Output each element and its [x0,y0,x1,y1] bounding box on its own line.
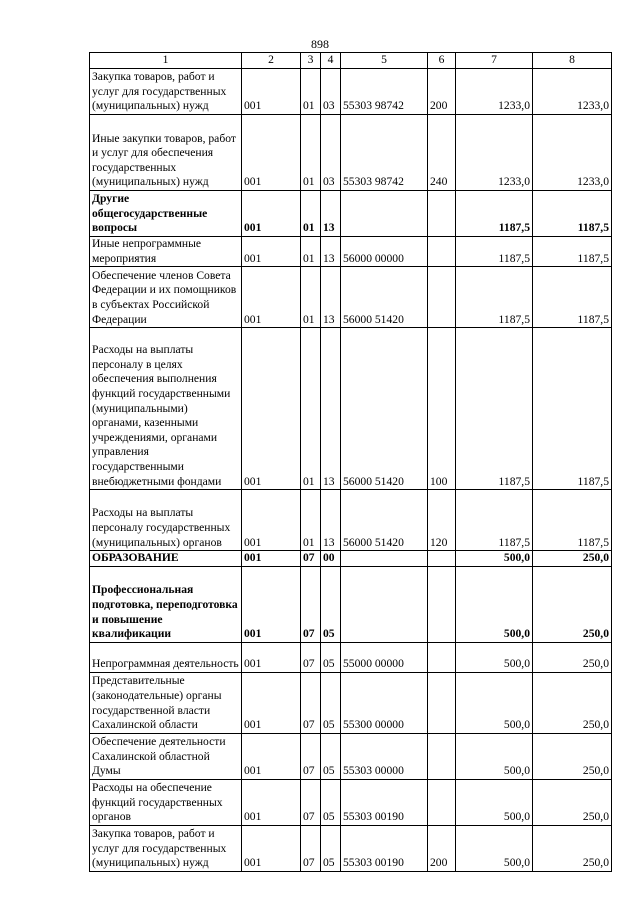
target-article-cell: 55000 00000 [341,642,428,672]
expense-type-cell [428,642,456,672]
table-row [90,551,612,567]
expense-name-cell: Обеспечение членов Совета Федерации и их помощников в субъектах Российской Федерации [90,267,242,328]
grbs-code-cell: 001 [242,672,301,733]
subsection-code-cell: 13 [321,267,341,328]
target-article-cell: 55303 00190 [341,779,428,825]
section-code-cell: 07 [301,779,321,825]
section-code-cell: 07 [301,642,321,672]
subsection-code-cell: 05 [321,642,341,672]
subsection-code-cell: 05 [321,566,341,642]
table-row [90,490,612,551]
amount-col8-cell: 250,0 [533,672,612,733]
grbs-code-cell: 001 [242,490,301,551]
amount-col8-cell: 1187,5 [533,237,612,267]
expense-name-cell: Закупка товаров, работ и услуг для государственных (муниципальных) нужд [90,825,242,871]
grbs-code-cell: 001 [242,115,301,191]
page-number: 898 [311,37,329,51]
amount-col8-cell: 250,0 [533,779,612,825]
amount-col8-cell: 1233,0 [533,69,612,115]
target-article-cell: 55303 98742 [341,69,428,115]
subsection-code-cell: 13 [321,237,341,267]
amount-col7-cell: 500,0 [456,733,533,779]
subsection-code-cell: 05 [321,825,341,871]
table-row [90,191,612,237]
amount-col8-cell: 250,0 [533,733,612,779]
subsection-code-cell: 03 [321,69,341,115]
table-row [90,328,612,490]
grbs-code-cell: 001 [242,237,301,267]
amount-col7-cell: 1187,5 [456,328,533,490]
target-article-cell [341,566,428,642]
subsection-code-cell: 00 [321,551,341,567]
table-row [90,642,612,672]
target-article-cell: 56000 51420 [341,267,428,328]
target-article-cell: 55300 00000 [341,672,428,733]
amount-col7-cell: 500,0 [456,779,533,825]
target-article-cell: 55303 00000 [341,733,428,779]
amount-col7-cell: 1187,5 [456,191,533,237]
section-code-cell: 01 [301,237,321,267]
expense-type-cell: 120 [428,490,456,551]
subsection-code-cell: 13 [321,328,341,490]
column-header: 7 [456,53,533,69]
subsection-code-cell: 05 [321,672,341,733]
subsection-code-cell: 05 [321,779,341,825]
section-code-cell: 01 [301,115,321,191]
expense-type-cell [428,551,456,567]
column-header: 3 [301,53,321,69]
section-code-cell: 01 [301,191,321,237]
amount-col8-cell: 250,0 [533,551,612,567]
grbs-code-cell: 001 [242,733,301,779]
table-row [90,237,612,267]
table-row [90,69,612,115]
expense-type-cell: 100 [428,328,456,490]
target-article-cell: 55303 98742 [341,115,428,191]
section-code-cell: 07 [301,566,321,642]
target-article-cell: 56000 00000 [341,237,428,267]
expense-name-cell: ОБРАЗОВАНИЕ [90,551,242,567]
header-row [90,53,612,69]
expense-name-cell: Расходы на выплаты персоналу государственных (муниципальных) органов [90,490,242,551]
target-article-cell [341,551,428,567]
subsection-code-cell: 13 [321,490,341,551]
expense-name-cell: Другие общегосударственные вопросы [90,191,242,237]
amount-col7-cell: 500,0 [456,825,533,871]
grbs-code-cell: 001 [242,566,301,642]
table-row [90,566,612,642]
expense-name-cell: Иные непрограммные мероприятия [90,237,242,267]
target-article-cell: 56000 51420 [341,328,428,490]
table-row [90,733,612,779]
table-row [90,115,612,191]
subsection-code-cell: 13 [321,191,341,237]
grbs-code-cell: 001 [242,825,301,871]
amount-col8-cell: 250,0 [533,825,612,871]
column-header: 6 [428,53,456,69]
target-article-cell: 55303 00190 [341,825,428,871]
amount-col7-cell: 500,0 [456,672,533,733]
section-code-cell: 01 [301,490,321,551]
table-row [90,267,612,328]
subsection-code-cell: 03 [321,115,341,191]
amount-col7-cell: 500,0 [456,566,533,642]
table-row [90,672,612,733]
expense-type-cell [428,779,456,825]
expense-type-cell [428,672,456,733]
column-header: 4 [321,53,341,69]
target-article-cell [341,191,428,237]
amount-col7-cell: 500,0 [456,551,533,567]
expense-type-cell [428,237,456,267]
amount-col8-cell: 1187,5 [533,267,612,328]
expense-type-cell [428,733,456,779]
expense-name-cell: Расходы на выплаты персоналу в целях обеспечения выполнения функций государственными (муниципальными) органами, казенными учреждениями, органами управления государственными внебюджетными фондами [90,328,242,490]
amount-col8-cell: 1187,5 [533,191,612,237]
expense-name-cell: Представительные (законодательные) органы государственной власти Сахалинской области [90,672,242,733]
section-code-cell: 07 [301,551,321,567]
grbs-code-cell: 001 [242,551,301,567]
column-header: 2 [242,53,301,69]
amount-col8-cell: 250,0 [533,566,612,642]
expense-name-cell: Расходы на обеспечение функций государственных органов [90,779,242,825]
expense-type-cell: 240 [428,115,456,191]
section-code-cell: 01 [301,328,321,490]
table-row [90,779,612,825]
section-code-cell: 01 [301,267,321,328]
column-header: 8 [533,53,612,69]
table-body [90,69,612,872]
column-header: 1 [90,53,242,69]
section-code-cell: 01 [301,69,321,115]
amount-col8-cell: 1187,5 [533,328,612,490]
amount-col8-cell: 1187,5 [533,490,612,551]
table-row [90,825,612,871]
amount-col7-cell: 1187,5 [456,267,533,328]
table-header [90,53,612,69]
expense-type-cell [428,191,456,237]
amount-col7-cell: 1187,5 [456,490,533,551]
section-code-cell: 07 [301,733,321,779]
grbs-code-cell: 001 [242,328,301,490]
amount-col8-cell: 1233,0 [533,115,612,191]
grbs-code-cell: 001 [242,779,301,825]
subsection-code-cell: 05 [321,733,341,779]
expense-name-cell: Иные закупки товаров, работ и услуг для обеспечения государственных (муниципальных) нужд [90,115,242,191]
amount-col7-cell: 1233,0 [456,115,533,191]
amount-col7-cell: 1187,5 [456,237,533,267]
expense-name-cell: Закупка товаров, работ и услуг для государственных (муниципальных) нужд [90,69,242,115]
expense-type-cell [428,566,456,642]
expense-type-cell: 200 [428,825,456,871]
section-code-cell: 07 [301,672,321,733]
expense-name-cell: Непрограммная деятельность [90,642,242,672]
amount-col7-cell: 1233,0 [456,69,533,115]
grbs-code-cell: 001 [242,191,301,237]
expense-name-cell: Обеспечение деятельности Сахалинской областной Думы [90,733,242,779]
grbs-code-cell: 001 [242,69,301,115]
column-header: 5 [341,53,428,69]
expense-type-cell: 200 [428,69,456,115]
amount-col7-cell: 500,0 [456,642,533,672]
expense-name-cell: Профессиональная подготовка, переподготовка и повышение квалификации [90,566,242,642]
amount-col8-cell: 250,0 [533,642,612,672]
expense-type-cell [428,267,456,328]
budget-table [89,52,612,872]
grbs-code-cell: 001 [242,267,301,328]
grbs-code-cell: 001 [242,642,301,672]
section-code-cell: 07 [301,825,321,871]
target-article-cell: 56000 51420 [341,490,428,551]
